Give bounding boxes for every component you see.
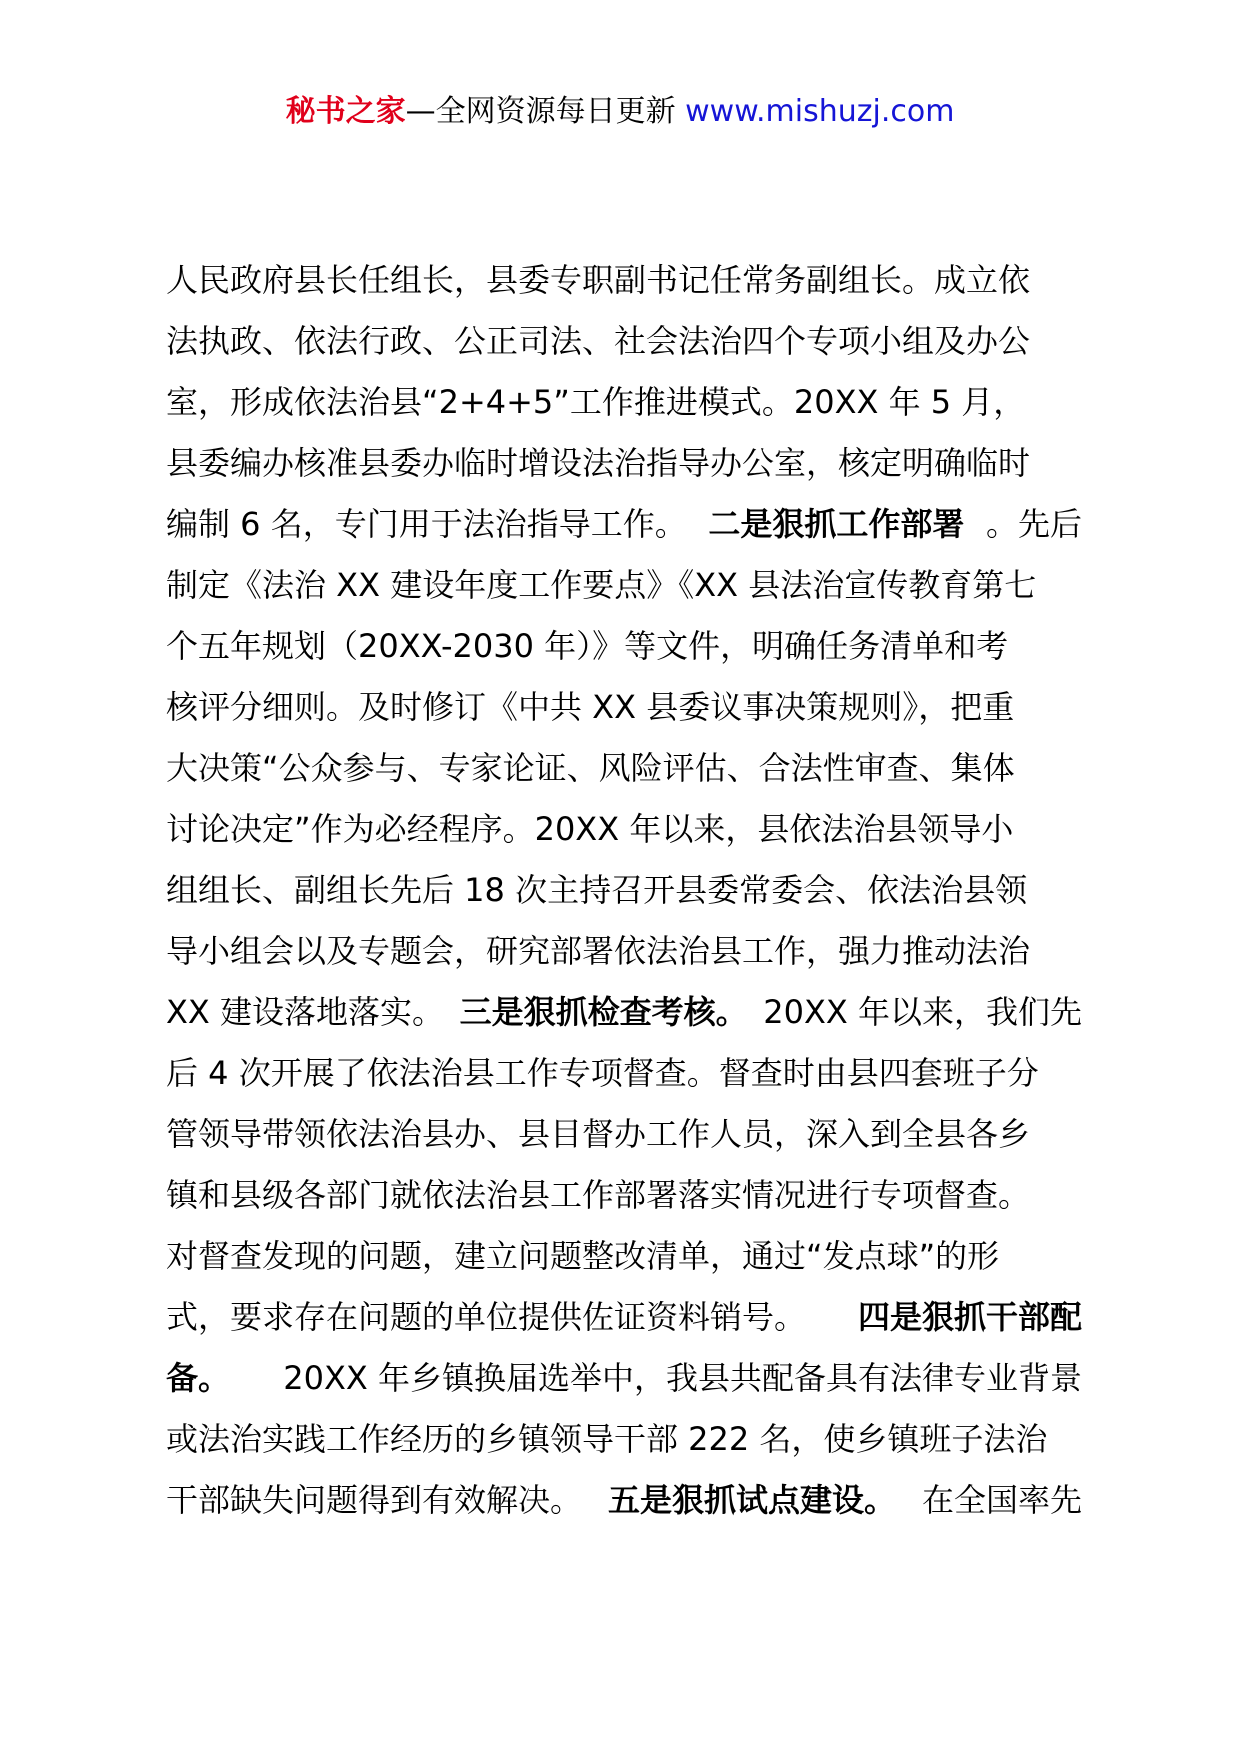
- body-text-segment: 对督查发现的问题，建立问题整改清单，通过“发点球”的形: [166, 1237, 1000, 1275]
- paragraph-line: [166, 1470, 1082, 1531]
- body-text-segment: 制定《法治 XX 建设年度工作要点》《XX 县法治宣传教育第七: [166, 566, 1037, 604]
- paragraph-line: [166, 1287, 1082, 1348]
- paragraph-line: [166, 433, 1082, 494]
- bold-heading-text: 四是狠抓干部配: [857, 1298, 1082, 1336]
- paragraph-line: [166, 555, 1082, 616]
- body-text-segment: 室，形成依法治县“2+4+5”工作推进模式。20XX 年 5 月，: [166, 383, 1026, 421]
- brand-name: 秘书之家: [285, 94, 406, 129]
- body-text-segment: 。先后: [985, 505, 1082, 543]
- bold-heading-text: 三是狠抓检查考核。: [459, 993, 748, 1031]
- body-text-segment: 县委编办核准县委办临时增设法治指导办公室，核定明确临时: [166, 444, 1031, 482]
- paragraph-line: [166, 738, 1082, 799]
- paragraph-line: [166, 372, 1082, 433]
- bold-heading-text: 五是狠抓试点建设。: [607, 1481, 896, 1519]
- paragraph-line: [166, 921, 1082, 982]
- body-text-segment: 核评分细则。及时修订《中共 XX 县委议事决策规则》，把重: [166, 688, 1015, 726]
- body-text-segment: 大决策“公众参与、专家论证、风险评估、合法性审查、集体: [166, 749, 1015, 787]
- body-text-segment: 人民政府县长任组长，县委专职副书记任常务副组长。成立依: [166, 261, 1031, 299]
- body-text-segment: 20XX 年以来，我们先: [763, 993, 1082, 1031]
- body-text-segment: 镇和县级各部门就依法治县工作部署落实情况进行专项督查。: [166, 1176, 1031, 1214]
- paragraph-line: [166, 616, 1082, 677]
- paragraph-line: [166, 494, 1082, 555]
- paragraph-line: [166, 860, 1082, 921]
- body-text-segment: 编制 6 名，专门用于法治指导工作。: [166, 505, 687, 543]
- body-text-segment: XX 建设落地落实。: [166, 993, 445, 1031]
- body-text-segment: 管领导带领依法治县办、县目督办工作人员，深入到全县各乡: [166, 1115, 1031, 1153]
- body-text-segment: 在全国率先: [921, 1481, 1082, 1519]
- paragraph-line: [166, 1409, 1082, 1470]
- bold-heading-text: 二是狠抓工作部署: [708, 505, 965, 543]
- bold-heading-text: 备。: [166, 1359, 231, 1397]
- paragraph-line: [166, 1165, 1082, 1226]
- paragraph-line: [166, 982, 1082, 1043]
- paragraph-line: [166, 799, 1082, 860]
- body-text-segment: 导小组会以及专题会，研究部署依法治县工作，强力推动法治: [166, 932, 1031, 970]
- header-slogan: —全网资源每日更新: [405, 94, 676, 129]
- body-text-segment: 讨论决定”作为必经程序。20XX 年以来，县依法治县领导小: [166, 810, 1014, 848]
- paragraph-line: [166, 311, 1082, 372]
- body-text-segment: 个五年规划（20XX-2030 年）》等文件，明确任务清单和考: [166, 627, 1009, 665]
- body-text-segment: 干部缺失问题得到有效解决。: [166, 1481, 583, 1519]
- paragraph-line: [166, 677, 1082, 738]
- body-text-segment: 法执政、依法行政、公正司法、社会法治四个专项小组及办公: [166, 322, 1031, 360]
- page-header: [0, 92, 1240, 132]
- paragraph-line: [166, 1104, 1082, 1165]
- paragraph-line: [166, 1348, 1082, 1409]
- body-text-segment: 20XX 年乡镇换届选举中，我县共配备具有法律专业背景: [283, 1359, 1082, 1397]
- body-text-segment: 式，要求存在问题的单位提供佐证资料销号。: [166, 1298, 807, 1336]
- paragraph-line: [166, 1043, 1082, 1104]
- paragraph-line: [166, 250, 1082, 311]
- body-text-segment: 后 4 次开展了依法治县工作专项督查。督查时由县四套班子分: [166, 1054, 1039, 1092]
- body-text-segment: 组组长、副组长先后 18 次主持召开县委常委会、依法治县领: [166, 871, 1028, 909]
- site-url-link[interactable]: www.mishuzj.com: [685, 94, 955, 129]
- document-body: [166, 250, 1082, 1531]
- body-text-segment: 或法治实践工作经历的乡镇领导干部 222 名，使乡镇班子法治: [166, 1420, 1048, 1458]
- paragraph-line: [166, 1226, 1082, 1287]
